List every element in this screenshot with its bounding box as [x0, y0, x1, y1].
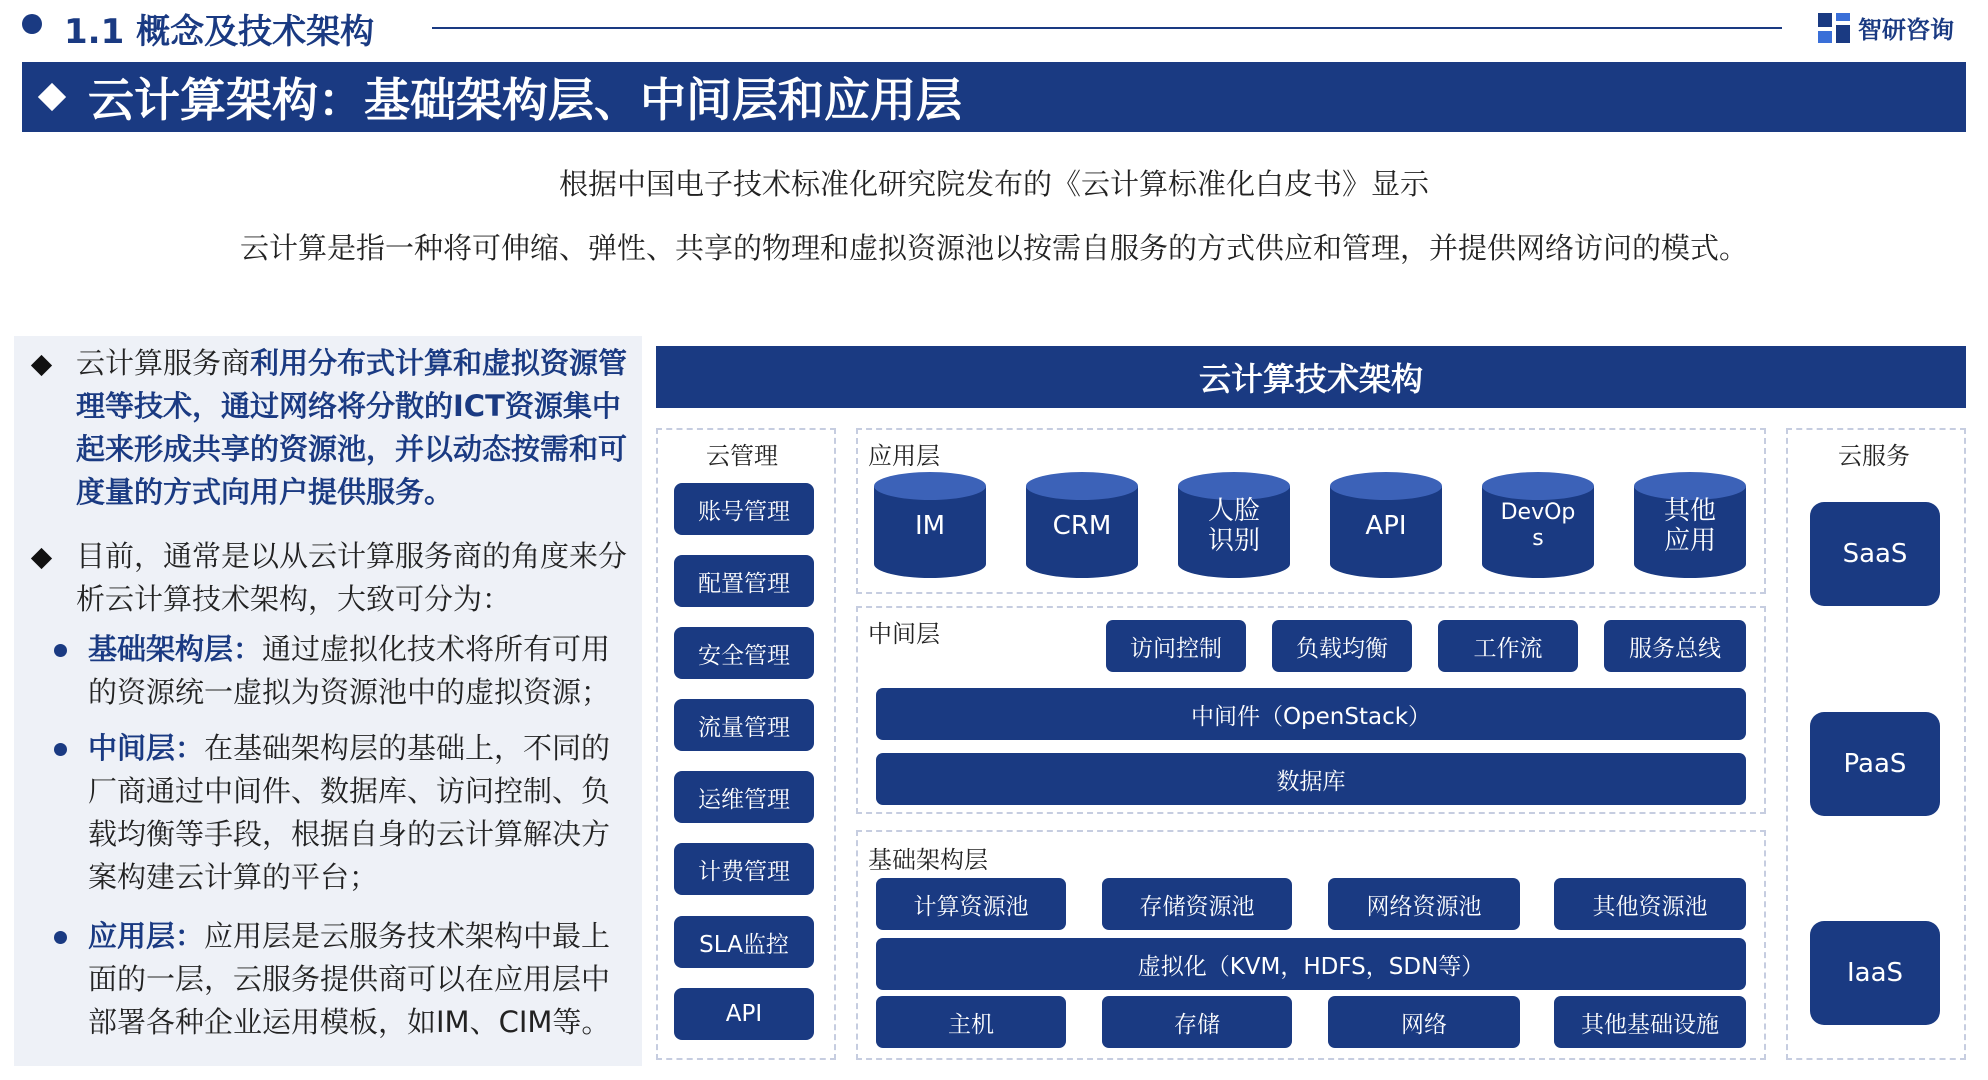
cloud-management-title: 云管理: [706, 442, 778, 470]
app-cylinder-label: IM: [914, 511, 946, 541]
database-bar: 数据库: [876, 753, 1746, 805]
mgmt-item-config: 配置管理: [674, 555, 814, 607]
bullet-middle-label: 中间层：: [88, 731, 205, 765]
app-cylinder: [1026, 472, 1138, 578]
bullet-middle-text: 在基础架构层的基础上，不同的厂商通过中间件、数据库、访问控制、负载均衡等手段，根据自身的云计算解决方案构建云计算的平台；: [88, 731, 611, 894]
mgmt-item-traffic: 流量管理: [674, 699, 814, 751]
pool-compute: 计算资源池: [876, 878, 1066, 930]
infra-network: 网络: [1328, 996, 1520, 1048]
infra-host: 主机: [876, 996, 1066, 1048]
app-cylinder: [1330, 472, 1442, 578]
diamond-icon: [32, 77, 72, 117]
app-cylinder-label: DevOp s: [1500, 500, 1576, 551]
middle-layer-title: 中间层: [868, 620, 940, 648]
logo-text: 智研咨询: [1858, 16, 1954, 44]
service-saas: SaaS: [1810, 502, 1940, 606]
middle-item-service-bus: 服务总线: [1604, 620, 1746, 672]
mgmt-item-account: 账号管理: [674, 483, 814, 535]
mgmt-item-billing: 计费管理: [674, 843, 814, 895]
logo-icon: [1818, 13, 1850, 43]
bullet-app-text: 应用层是云服务技术架构中最上面的一层，云服务提供商可以在应用层中部署各种企业运用模板，如IM、CIM等。: [88, 919, 611, 1039]
pool-other: 其他资源池: [1554, 878, 1746, 930]
mgmt-item-operations: 运维管理: [674, 771, 814, 823]
header-divider: [432, 27, 1782, 29]
intro-line-2: 云计算是指一种将可伸缩、弹性、共享的物理和虚拟资源池以按需自服务的方式供应和管理，并提供网络访问的模式。: [239, 231, 1748, 265]
application-layer-panel: [856, 428, 1766, 594]
app-cylinder: [1482, 472, 1594, 578]
middle-item-access-control: 访问控制: [1106, 620, 1246, 672]
paragraph-2: 目前，通常是以从云计算服务商的角度来分析云计算技术架构，大致可分为：: [76, 539, 628, 616]
bullet-infra-label: 基础架构层：: [88, 632, 263, 666]
infrastructure-layer-title: 基础架构层: [868, 846, 988, 874]
pool-network: 网络资源池: [1328, 878, 1520, 930]
app-cylinder-label: CRM: [1052, 511, 1112, 541]
bullet-app-label: 应用层：: [88, 919, 205, 953]
bullet-infra-text: 通过虚拟化技术将所有可用的资源统一虚拟为资源池中的虚拟资源；: [88, 632, 611, 709]
bullet-middle: [88, 727, 636, 899]
app-cylinder-label: API: [1365, 511, 1407, 541]
brand-logo: [1818, 10, 1954, 45]
bullet-app: [88, 915, 636, 1044]
service-paas: PaaS: [1810, 712, 1940, 816]
banner-title: 云计算架构：基础架构层、中间层和应用层: [88, 73, 962, 127]
bullet-dot-icon: [54, 644, 67, 657]
mgmt-item-sla: SLA监控: [674, 916, 814, 968]
app-cylinder-label: 其他 应用: [1663, 496, 1716, 556]
middleware-bar: 中间件（OpenStack）: [876, 688, 1746, 740]
bullet-infra: [88, 628, 636, 714]
application-layer-title: 应用层: [868, 442, 940, 470]
intro-line-1: 根据中国电子技术标准化研究院发布的《云计算标准化白皮书》显示: [558, 167, 1429, 201]
middle-item-load-balancing: 负载均衡: [1272, 620, 1412, 672]
middle-item-workflow: 工作流: [1438, 620, 1578, 672]
service-iaas: IaaS: [1810, 921, 1940, 1025]
bullet-dot-icon: [54, 743, 67, 756]
infra-other: 其他基础设施: [1554, 996, 1746, 1048]
app-cylinder: [874, 472, 986, 578]
pool-storage: 存储资源池: [1102, 878, 1292, 930]
title-banner: [22, 62, 1966, 132]
section-bullet-icon: [22, 14, 42, 34]
section-title: 1.1 概念及技术架构: [64, 12, 375, 52]
cloud-services-title: 云服务: [1838, 442, 1910, 470]
virtualization-bar: 虚拟化（KVM，HDFS，SDN等）: [876, 938, 1746, 990]
mgmt-item-security: 安全管理: [674, 627, 814, 679]
paragraph-1-highlight: 利用分布式计算和虚拟资源管理等技术，通过网络将分散的ICT资源集中起来形成共享的资源池，并以动态按需和可度量的方式向用户提供服务。: [76, 346, 628, 509]
app-cylinder: [1634, 472, 1746, 578]
bullet-dot-icon: [54, 931, 67, 944]
paragraph-1-prefix: 云计算服务商: [76, 346, 251, 380]
diagram-title: 云计算技术架构: [656, 346, 1966, 408]
app-cylinder-label: 人脸 识别: [1207, 496, 1260, 556]
infra-storage: 存储: [1102, 996, 1292, 1048]
paragraph-1: [76, 342, 630, 514]
mgmt-item-api: API: [674, 988, 814, 1040]
app-cylinder: [1178, 472, 1290, 578]
